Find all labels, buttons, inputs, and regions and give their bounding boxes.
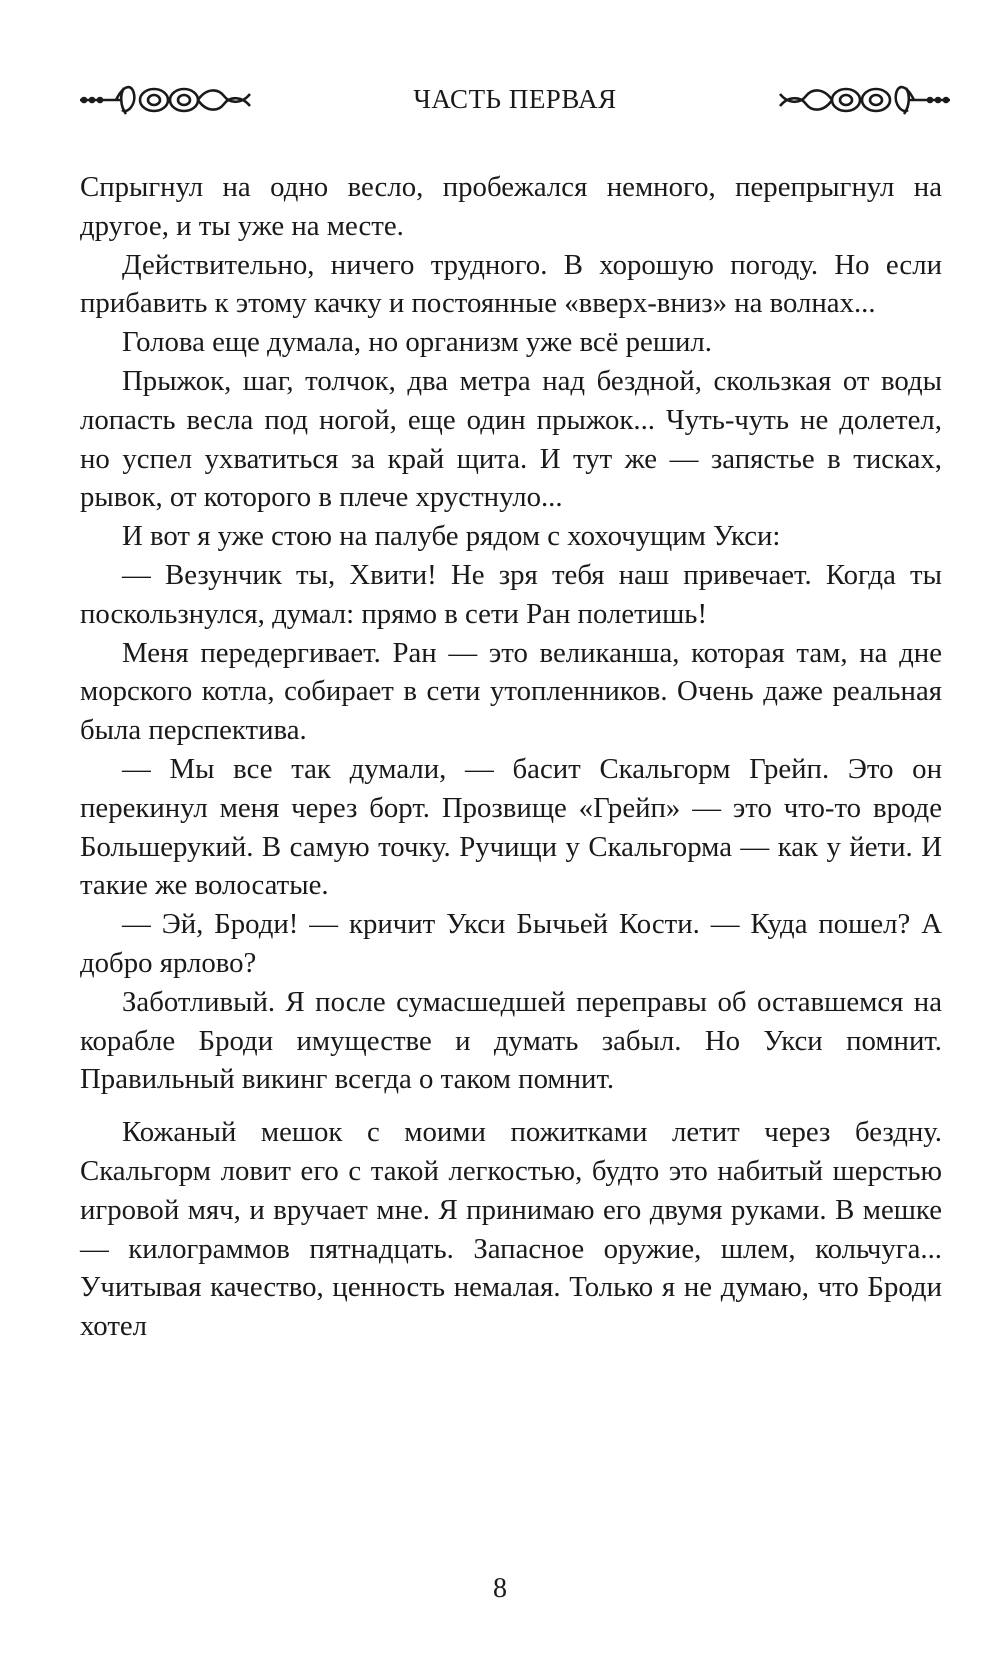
paragraph: Прыжок, шаг, толчок, два метра над бездной, скользкая от воды лопасть весла под ногой, еще один прыжок... Чуть-чуть не долетел, но успел ухватиться за край щита. И тут же — запястье в тисках, рывок, от которого в плече хрустнуло...	[80, 364, 942, 514]
body-text	[80, 168, 942, 1346]
paragraph: Голова еще думала, но организм уже всё решил.	[122, 326, 712, 359]
knotwork-ornament-icon	[770, 80, 950, 120]
dialogue-paragraph: — Мы все так думали, — басит Скальгорм Грейп. Это он перекинул меня через борт. Прозвище «Грейп» — это что-то вроде Большерукий. В самую точку. Ручищи у Скальгорма — как у йети. И такие же волосатые.	[80, 752, 942, 902]
paragraph: И вот я уже стою на палубе рядом с хохочущим Укси:	[122, 520, 781, 553]
running-header	[80, 78, 950, 128]
dialogue-paragraph: — Везунчик ты, Хвити! Не зря тебя наш привечает. Когда ты поскользнулся, думал: прямо в сети Ран полетишь!	[80, 558, 942, 630]
running-header-title: ЧАСТЬ ПЕРВАЯ	[413, 84, 617, 114]
page-number: 8	[493, 1573, 507, 1604]
paragraph: Спрыгнул на одно весло, пробежался немного, перепрыгнул на другое, и ты уже на месте.	[80, 171, 942, 242]
paragraph: Заботливый. Я после сумасшедшей переправы об оставшемся на корабле Броди имуществе и думать забыл. Но Укси помнит. Правильный викинг всегда о таком помнит.	[80, 985, 942, 1096]
paragraph: Действительно, ничего трудного. В хорошую погоду. Но если прибавить к этому качку и постоянные «вверх-вниз» на волнах...	[80, 248, 942, 320]
paragraph: Меня передергивает. Ран — это великанша, которая там, на дне морского котла, собирает в сети утопленников. Очень даже реальная была перспектива.	[80, 636, 942, 747]
dialogue-paragraph: — Эй, Броди! — кричит Укси Бычьей Кости. — Куда пошел? А добро ярлово?	[80, 908, 942, 979]
paragraph: Кожаный мешок с моими пожитками летит через бездну. Скальгорм ловит его с такой легкостью, будто это набитый шерстью игровой мяч, и вручает мне. Я принимаю его двумя руками. В мешке — килограммов пятнадцать. Запасное оружие, шлем, кольчуга... Учитывая качество, ценность немалая. Только я не думаю, что Броди хотел	[80, 1116, 942, 1343]
